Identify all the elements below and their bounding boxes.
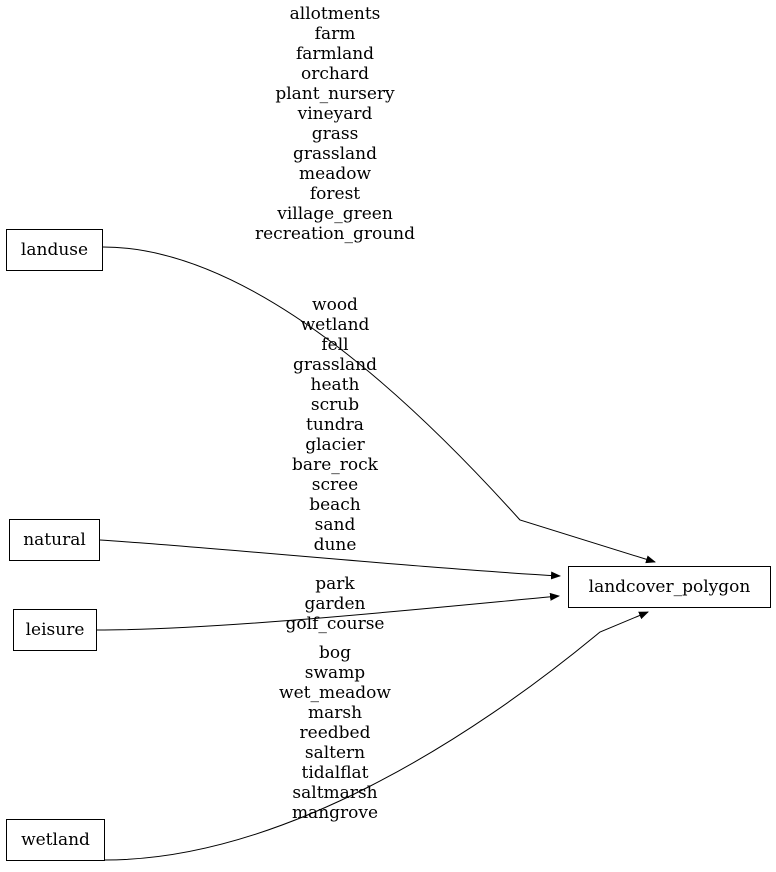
node-landcover-polygon[interactable] bbox=[568, 566, 771, 608]
edge-label-item: farm bbox=[314, 24, 356, 44]
node-leisure[interactable] bbox=[13, 609, 97, 651]
edge-landuse-to-landcover bbox=[103, 247, 655, 562]
edge-label-item: wetland bbox=[300, 315, 370, 335]
edge-label-item: tundra bbox=[306, 415, 364, 435]
edge-label-item: garden bbox=[304, 594, 366, 614]
edge-label-item: orchard bbox=[301, 64, 369, 84]
node-landuse-label: landuse bbox=[20, 240, 89, 260]
edge-label-item: forest bbox=[309, 184, 361, 204]
edge-label-item: tidalflat bbox=[301, 763, 369, 783]
edge-label-item: reedbed bbox=[299, 723, 371, 743]
edge-label-item: mangrove bbox=[291, 803, 379, 823]
edge-label-item: dune bbox=[313, 535, 357, 555]
edge-label-item: recreation_ground bbox=[254, 224, 416, 244]
edge-label-item: grassland bbox=[292, 355, 377, 375]
edge-label-item: golf_course bbox=[285, 614, 385, 634]
edge-label-item: scree bbox=[311, 475, 359, 495]
edge-label-item: plant_nursery bbox=[275, 84, 395, 104]
edge-label-item: allotments bbox=[289, 4, 381, 24]
node-landuse[interactable] bbox=[6, 229, 103, 271]
edge-label-item: park bbox=[315, 574, 355, 594]
node-natural[interactable] bbox=[9, 519, 100, 561]
edge-label-item: grass bbox=[311, 124, 359, 144]
edge-label-item: grassland bbox=[292, 144, 377, 164]
edge-label-natural bbox=[292, 295, 378, 555]
edge-label-item: saltern bbox=[304, 743, 366, 763]
edge-label-item: village_green bbox=[277, 204, 393, 224]
node-wetland-label: wetland bbox=[21, 830, 90, 850]
edge-label-item: vineyard bbox=[297, 104, 373, 124]
edge-label-item: swamp bbox=[304, 663, 366, 683]
edge-label-leisure bbox=[286, 574, 385, 634]
edge-label-item: marsh bbox=[307, 703, 363, 723]
edge-label-item: sand bbox=[314, 515, 356, 535]
node-leisure-label: leisure bbox=[25, 620, 85, 640]
edge-label-item: fell bbox=[321, 335, 349, 355]
edge-label-item: bog bbox=[319, 643, 351, 663]
edge-label-item: heath bbox=[310, 375, 360, 395]
node-natural-label: natural bbox=[23, 530, 86, 550]
edge-label-item: wood bbox=[312, 295, 358, 315]
edge-label-item: glacier bbox=[305, 435, 365, 455]
edge-label-item: bare_rock bbox=[292, 455, 378, 475]
edge-label-item: meadow bbox=[299, 164, 371, 184]
edge-label-landuse bbox=[255, 4, 415, 244]
edge-label-item: farmland bbox=[295, 44, 375, 64]
edge-label-wetland bbox=[279, 643, 391, 823]
edge-label-item: wet_meadow bbox=[279, 683, 391, 703]
node-wetland[interactable] bbox=[6, 819, 105, 861]
edge-label-item: saltmarsh bbox=[292, 783, 378, 803]
edge-label-item: beach bbox=[309, 495, 361, 515]
node-landcover-polygon-label: landcover_polygon bbox=[588, 577, 751, 597]
edge-label-item: scrub bbox=[310, 395, 360, 415]
